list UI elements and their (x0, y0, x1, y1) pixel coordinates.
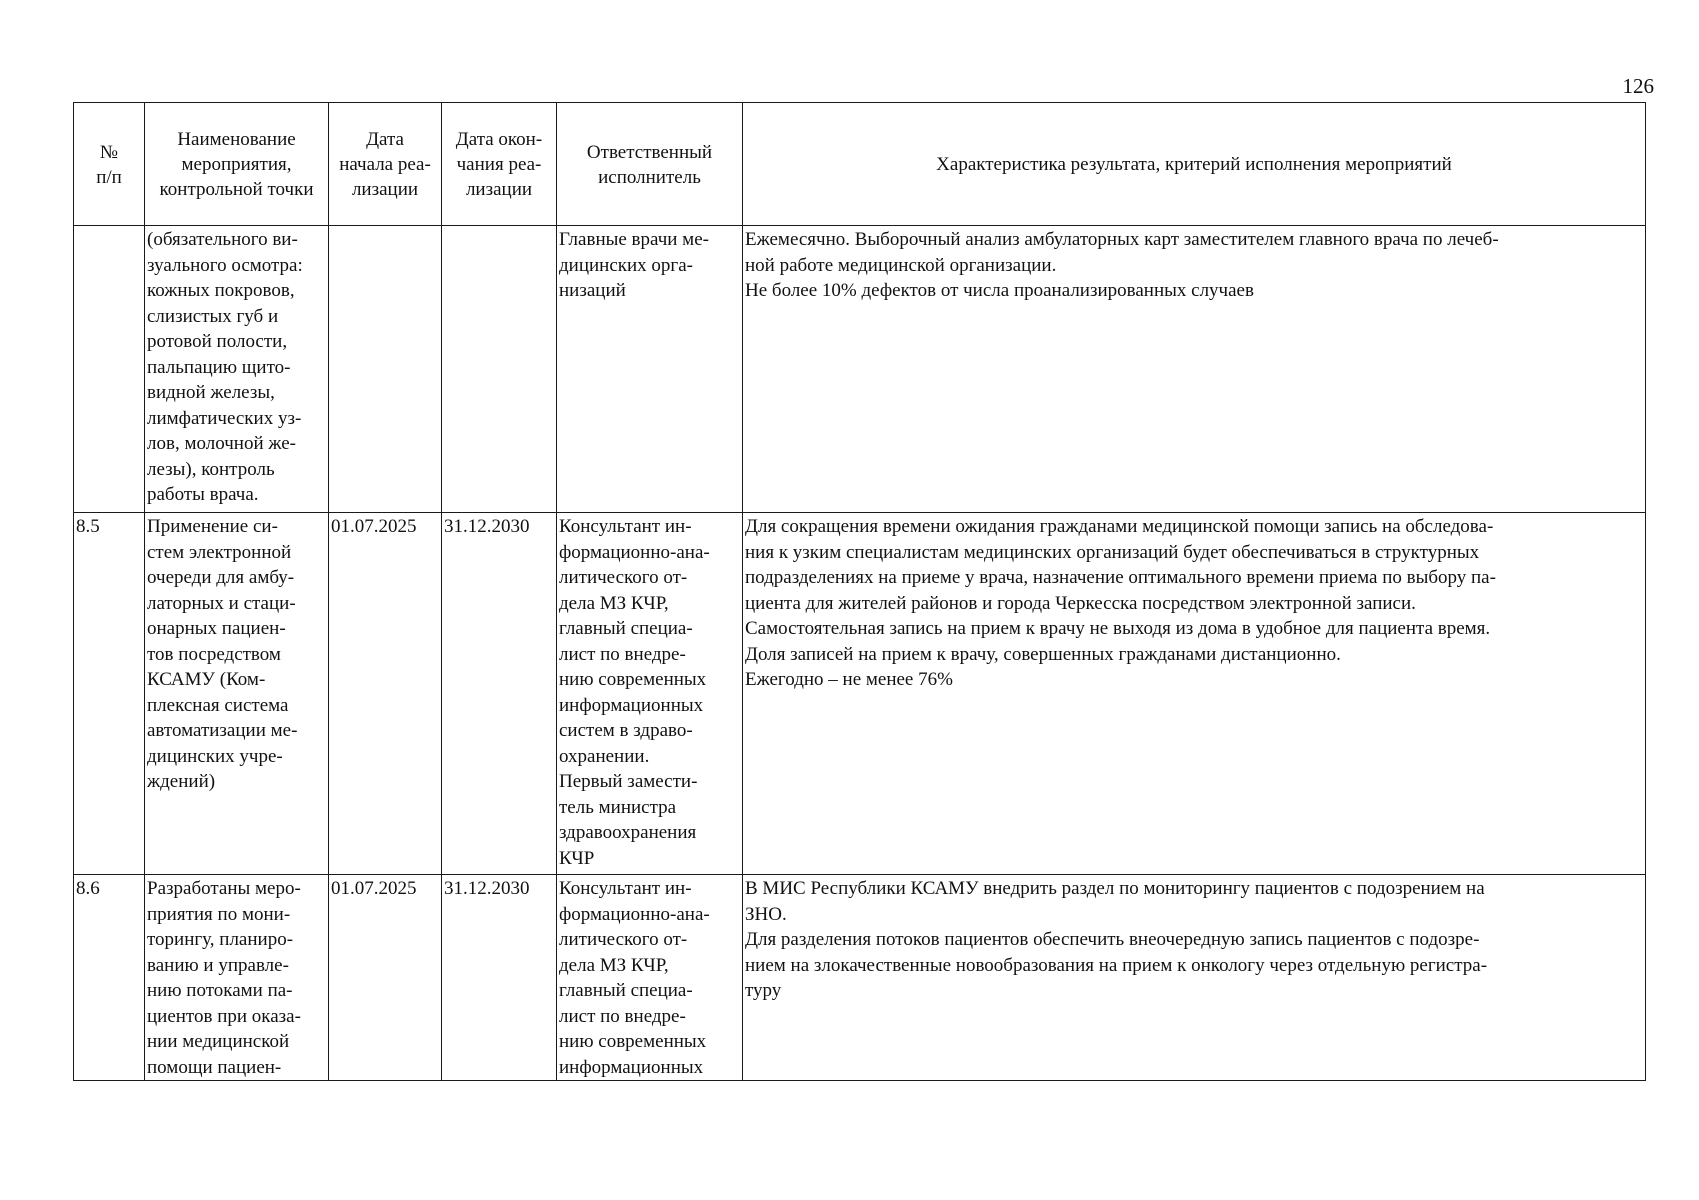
table-row (74, 226, 1646, 513)
table-header-row (74, 103, 1646, 226)
table-row (74, 875, 1646, 1081)
page-number: 126 (1622, 74, 1654, 98)
header-number: № п/п (74, 103, 145, 226)
row-responsible: Консультант ин- формационно-ана- литического от- дела МЗ КЧР, главный специа- лист по внедре- нию современных информационных систем в здраво- охранении. Первый замести- тель министра здравоохранения КЧР (557, 513, 743, 875)
row-measure-name: (обязательного ви- зуального осмотра: кожных покровов, слизистых губ и ротовой полости, пальпацию щито- видной железы, лимфатических уз- лов, молочной же- лезы), контроль работы врача. (145, 226, 329, 513)
measures-table (73, 102, 1646, 1081)
header-result: Характеристика результата, критерий исполнения мероприятий (743, 103, 1646, 226)
row-result: Для сокращения времени ожидания гражданами медицинской помощи запись на обследова- ния к узким специалистам медицинских организаций будет обеспечиваться в структурных подразделениях на приеме у врача, назначение оптимального времени приема по выбору па- циента для жителей районов и города Черкесска посредством электронной записи. Самостоятельная запись на прием к врачу не выходя из дома в удобное для пациента время. Доля записей на прием к врачу, совершенных гражданами дистанционно. Ежегодно – не менее 76% (743, 513, 1646, 875)
header-start-date: Дата начала реа- лизации (329, 103, 442, 226)
row-number (74, 226, 145, 513)
header-measure-name: Наименование мероприятия, контрольной точки (145, 103, 329, 226)
row-start-date (329, 226, 442, 513)
row-end-date (442, 226, 557, 513)
row-number: 8.5 (74, 513, 145, 875)
row-start-date: 01.07.2025 (329, 513, 442, 875)
row-result: В МИС Республики КСАМУ внедрить раздел по мониторингу пациентов с подозрением на ЗНО. Для разделения потоков пациентов обеспечить внеочередную запись пациентов с подозре- нием на злокачественные новообразования на прием к онкологу через отдельную регистра- туру (743, 875, 1646, 1081)
row-result: Ежемесячно. Выборочный анализ амбулаторных карт заместителем главного врача по лечеб- ной работе медицинской организации. Не более 10% дефектов от числа проанализированных случаев (743, 226, 1646, 513)
header-responsible: Ответственный исполнитель (557, 103, 743, 226)
header-end-date: Дата окон- чания реа- лизации (442, 103, 557, 226)
row-measure-name: Применение си- стем электронной очереди для амбу- латорных и стаци- онарных пациен- тов посредством КСАМУ (Ком- плексная система автоматизации ме- дицинских учре- ждений) (145, 513, 329, 875)
row-responsible: Главные врачи ме- дицинских орга- низаций (557, 226, 743, 513)
row-start-date: 01.07.2025 (329, 875, 442, 1081)
table-row (74, 513, 1646, 875)
row-end-date: 31.12.2030 (442, 875, 557, 1081)
row-number: 8.6 (74, 875, 145, 1081)
row-end-date: 31.12.2030 (442, 513, 557, 875)
row-measure-name: Разработаны меро- приятия по мони- торингу, планиро- ванию и управле- нию потоками па- циентов при оказа- нии медицинской помощи пациен- (145, 875, 329, 1081)
row-responsible: Консультант ин- формационно-ана- литического от- дела МЗ КЧР, главный специа- лист по внедре- нию современных информационных (557, 875, 743, 1081)
